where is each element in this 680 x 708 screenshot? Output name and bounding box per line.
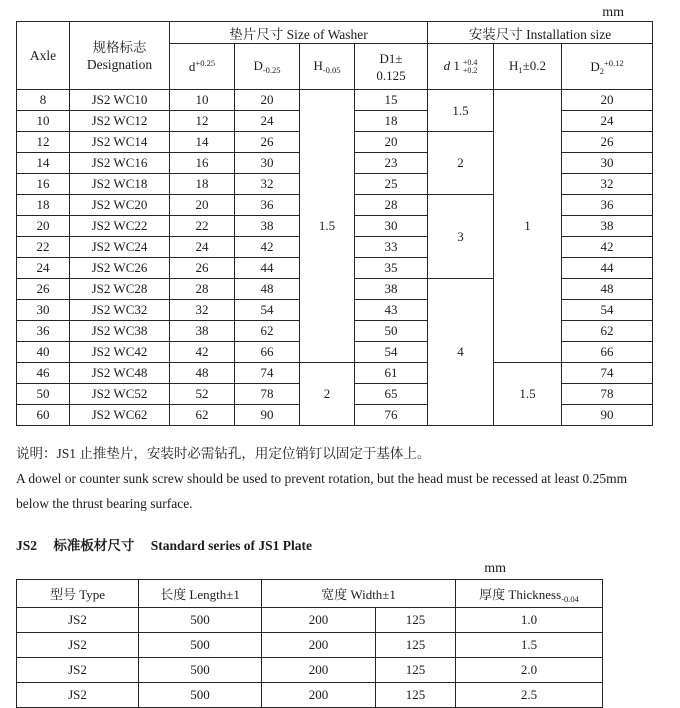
- washer-table-header: [17, 22, 653, 90]
- cell-d: 62: [170, 405, 235, 426]
- cell-designation: JS2 WC42: [70, 342, 170, 363]
- cell-D1: 35: [355, 258, 428, 279]
- cell-d: 10: [170, 90, 235, 111]
- plate-row: [17, 683, 603, 708]
- cell-H-merged: 2: [300, 363, 355, 426]
- plate-title-en: Standard series of JS1 Plate: [150, 538, 313, 553]
- cell-D2: 54: [562, 300, 653, 321]
- cell-D: 24: [235, 111, 300, 132]
- cell-D1: 33: [355, 237, 428, 258]
- col-header-d1: d 1 +0.4 +0.2: [428, 44, 494, 90]
- col-header-D: $D_{-0.25}$: [235, 44, 300, 90]
- cell-D: 32: [235, 174, 300, 195]
- cell-H1-merged: 1: [494, 90, 562, 363]
- cell-width-2: 125: [376, 658, 456, 683]
- cell-designation: JS2 WC16: [70, 153, 170, 174]
- col-header-H1: $H_1\pm 0.2$: [494, 44, 562, 90]
- cell-d: 22: [170, 216, 235, 237]
- cell-axle: 30: [17, 300, 70, 321]
- cell-D2: 42: [562, 237, 653, 258]
- note-chinese: 说明：JS1 止推垫片，安装时必需钻孔，用定位销钉以固定于基体上。: [16, 446, 431, 461]
- cell-designation: JS2 WC24: [70, 237, 170, 258]
- cell-D2: 44: [562, 258, 653, 279]
- cell-axle: 12: [17, 132, 70, 153]
- cell-D1: 54: [355, 342, 428, 363]
- cell-thickness: 2.5: [456, 683, 603, 708]
- plate-row: [17, 633, 603, 658]
- cell-width-1: 200: [262, 633, 376, 658]
- cell-H1-merged: 1.5: [494, 363, 562, 426]
- plate-row: [17, 608, 603, 633]
- col-header-D2: $D_2^{+0.12}$: [562, 44, 653, 90]
- cell-d1-merged: 3: [428, 195, 494, 279]
- cell-d: 26: [170, 258, 235, 279]
- cell-D1: 61: [355, 363, 428, 384]
- cell-designation: JS2 WC22: [70, 216, 170, 237]
- unit-label-washer-table: mm: [602, 5, 624, 20]
- col-header-thickness: 厚度 Thickness$_{-0.04}$: [456, 580, 603, 608]
- cell-length: 500: [139, 658, 262, 683]
- col-header-length: 长度 Length±1: [139, 580, 262, 608]
- designation-label-en: Designation: [86, 56, 153, 72]
- plate-row: [17, 658, 603, 683]
- cell-d: 52: [170, 384, 235, 405]
- cell-D1: 15: [355, 90, 428, 111]
- cell-D: 48: [235, 279, 300, 300]
- cell-D: 38: [235, 216, 300, 237]
- cell-D: 74: [235, 363, 300, 384]
- cell-D: 20: [235, 90, 300, 111]
- cell-axle: 8: [17, 90, 70, 111]
- cell-D: 42: [235, 237, 300, 258]
- cell-D2: 62: [562, 321, 653, 342]
- cell-D2: 90: [562, 405, 653, 426]
- cell-d: 18: [170, 174, 235, 195]
- cell-type: JS2: [17, 658, 139, 683]
- cell-D: 44: [235, 258, 300, 279]
- cell-D2: 36: [562, 195, 653, 216]
- cell-d1-merged: 4: [428, 279, 494, 426]
- washer-dimensions-table: [16, 21, 653, 426]
- cell-axle: 14: [17, 153, 70, 174]
- cell-D1: 23: [355, 153, 428, 174]
- cell-type: JS2: [17, 633, 139, 658]
- cell-D1: 76: [355, 405, 428, 426]
- plate-title-zh: 标准板材尺寸: [53, 538, 135, 553]
- cell-D: 66: [235, 342, 300, 363]
- cell-length: 500: [139, 608, 262, 633]
- cell-designation: JS2 WC10: [70, 90, 170, 111]
- notes: [16, 441, 671, 516]
- washer-row: [17, 363, 653, 384]
- cell-d: 42: [170, 342, 235, 363]
- plate-table-body: [17, 608, 603, 708]
- cell-axle: 10: [17, 111, 70, 132]
- cell-D2: 30: [562, 153, 653, 174]
- cell-axle: 26: [17, 279, 70, 300]
- cell-axle: 22: [17, 237, 70, 258]
- cell-d1-merged: 1.5: [428, 90, 494, 132]
- cell-D1: 50: [355, 321, 428, 342]
- cell-axle: 20: [17, 216, 70, 237]
- washer-table-body: [17, 90, 653, 426]
- unit-label-plate-table: mm: [484, 561, 506, 576]
- col-header-d: $d^{+0.25}$: [170, 44, 235, 90]
- cell-axle: 36: [17, 321, 70, 342]
- cell-D2: 66: [562, 342, 653, 363]
- cell-axle: 60: [17, 405, 70, 426]
- cell-axle: 46: [17, 363, 70, 384]
- col-header-H: $H_{-0.05}$: [300, 44, 355, 90]
- cell-d1-merged: 2: [428, 132, 494, 195]
- designation-label-zh: 规格标志: [92, 39, 147, 55]
- cell-designation: JS2 WC62: [70, 405, 170, 426]
- cell-width-2: 125: [376, 633, 456, 658]
- plate-header-row: [17, 580, 603, 608]
- cell-designation: JS2 WC20: [70, 195, 170, 216]
- cell-axle: 24: [17, 258, 70, 279]
- cell-H-merged: 1.5: [300, 90, 355, 363]
- cell-designation: JS2 WC48: [70, 363, 170, 384]
- cell-axle: 16: [17, 174, 70, 195]
- cell-d: 28: [170, 279, 235, 300]
- cell-D: 90: [235, 405, 300, 426]
- cell-D: 26: [235, 132, 300, 153]
- cell-d: 32: [170, 300, 235, 321]
- cell-designation: JS2 WC32: [70, 300, 170, 321]
- cell-d: 16: [170, 153, 235, 174]
- cell-D: 36: [235, 195, 300, 216]
- cell-D: 62: [235, 321, 300, 342]
- plate-title-code: JS2: [16, 538, 38, 553]
- cell-D2: 20: [562, 90, 653, 111]
- cell-D1: 30: [355, 216, 428, 237]
- washer-group-header-row: [17, 22, 653, 44]
- plate-size-table: [16, 579, 603, 708]
- cell-D1: 28: [355, 195, 428, 216]
- cell-D: 78: [235, 384, 300, 405]
- cell-d: 48: [170, 363, 235, 384]
- col-header-D1: D1± 0.125: [355, 44, 428, 90]
- cell-length: 500: [139, 683, 262, 708]
- cell-designation: JS2 WC52: [70, 384, 170, 405]
- col-header-width: 宽度 Width±1: [262, 580, 456, 608]
- plate-section-title: [16, 534, 680, 554]
- cell-D2: 32: [562, 174, 653, 195]
- col-header-type: 型号 Type: [17, 580, 139, 608]
- cell-D1: 65: [355, 384, 428, 405]
- cell-designation: JS2 WC14: [70, 132, 170, 153]
- cell-axle: 40: [17, 342, 70, 363]
- cell-D2: 78: [562, 384, 653, 405]
- group-header-washer-size: 垫片尺寸 Size of Washer: [170, 22, 428, 44]
- cell-type: JS2: [17, 608, 139, 633]
- cell-D: 30: [235, 153, 300, 174]
- note-english-line1: A dowel or counter sunk screw should be used to prevent rotation, but the head must be recessed at least 0.25mm: [16, 471, 628, 486]
- cell-d: 14: [170, 132, 235, 153]
- col-header-designation: [70, 22, 170, 90]
- washer-row: [17, 90, 653, 111]
- cell-designation: JS2 WC28: [70, 279, 170, 300]
- cell-designation: JS2 WC38: [70, 321, 170, 342]
- cell-d: 24: [170, 237, 235, 258]
- note-english-line2: below the thrust bearing surface.: [16, 496, 193, 511]
- cell-axle: 18: [17, 195, 70, 216]
- group-header-installation-size: 安装尺寸 Installation size: [428, 22, 653, 44]
- cell-axle: 50: [17, 384, 70, 405]
- cell-D1: 20: [355, 132, 428, 153]
- cell-D: 54: [235, 300, 300, 321]
- cell-width-2: 125: [376, 608, 456, 633]
- cell-length: 500: [139, 633, 262, 658]
- cell-D1: 18: [355, 111, 428, 132]
- cell-thickness: 1.5: [456, 633, 603, 658]
- cell-d: 20: [170, 195, 235, 216]
- cell-d: 38: [170, 321, 235, 342]
- cell-D2: 48: [562, 279, 653, 300]
- cell-D1: 25: [355, 174, 428, 195]
- cell-d: 12: [170, 111, 235, 132]
- cell-designation: JS2 WC26: [70, 258, 170, 279]
- cell-D1: 43: [355, 300, 428, 321]
- cell-D2: 24: [562, 111, 653, 132]
- cell-width-2: 125: [376, 683, 456, 708]
- cell-width-1: 200: [262, 683, 376, 708]
- cell-D2: 74: [562, 363, 653, 384]
- col-header-axle: Axle: [17, 22, 70, 90]
- plate-table-header: [17, 580, 603, 608]
- cell-type: JS2: [17, 683, 139, 708]
- cell-D1: 38: [355, 279, 428, 300]
- cell-width-1: 200: [262, 658, 376, 683]
- cell-D2: 26: [562, 132, 653, 153]
- cell-designation: JS2 WC12: [70, 111, 170, 132]
- cell-D2: 38: [562, 216, 653, 237]
- cell-thickness: 2.0: [456, 658, 603, 683]
- cell-thickness: 1.0: [456, 608, 603, 633]
- cell-designation: JS2 WC18: [70, 174, 170, 195]
- cell-width-1: 200: [262, 608, 376, 633]
